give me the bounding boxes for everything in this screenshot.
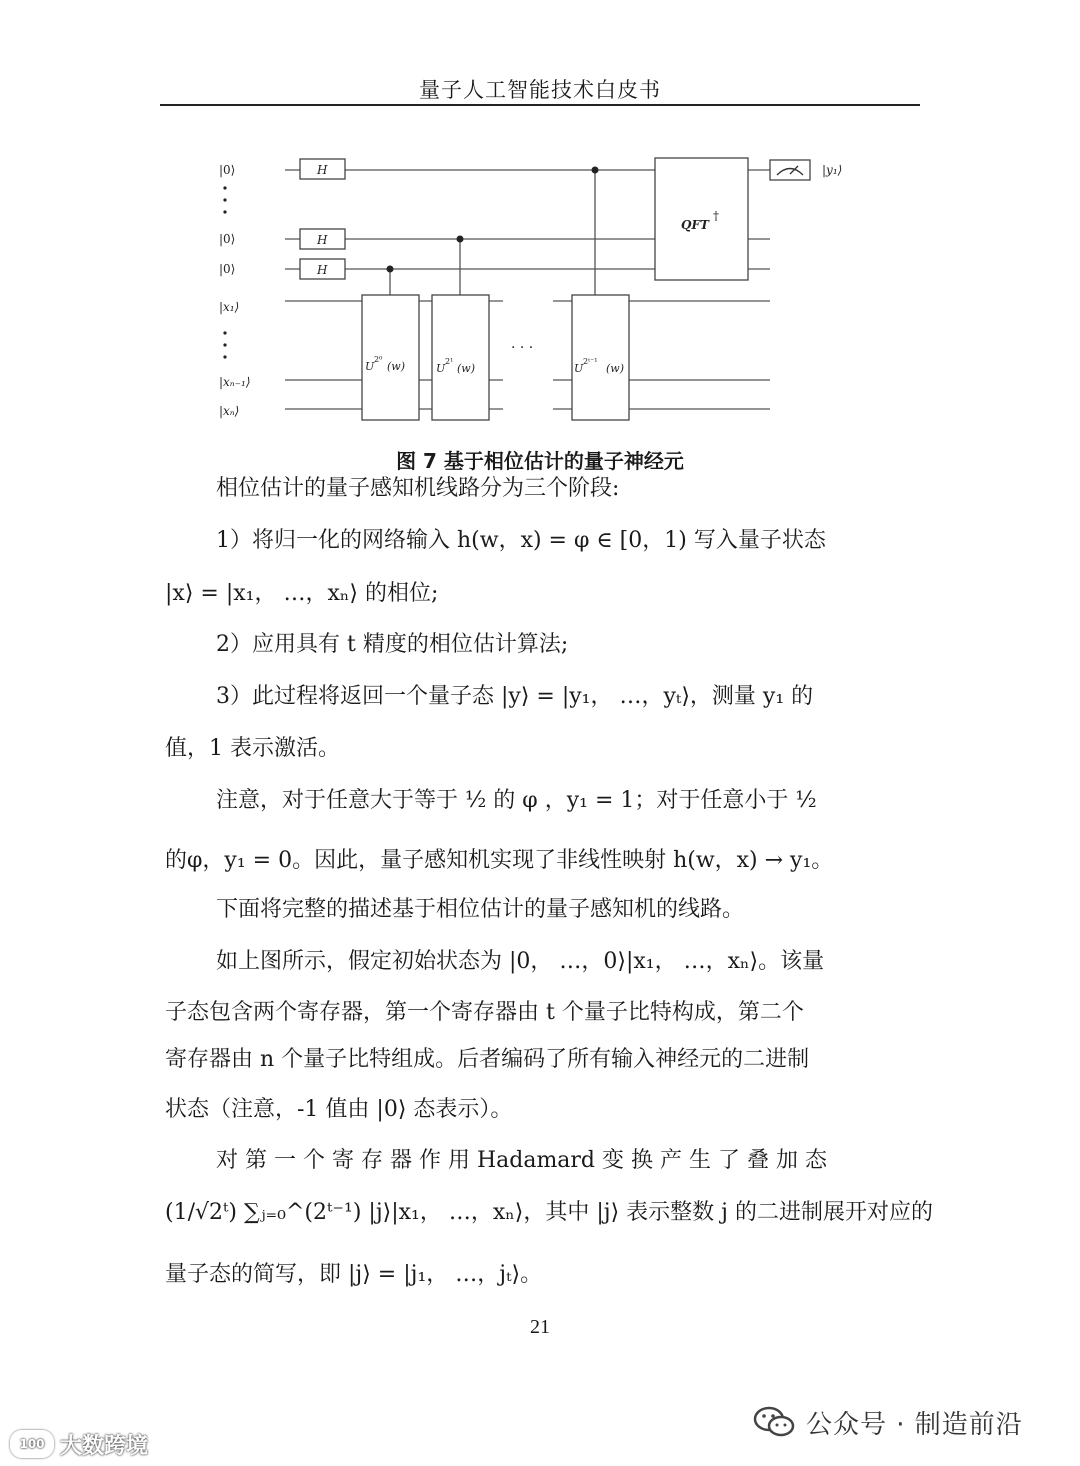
control-dot [592, 167, 599, 174]
paragraph: 子态包含两个寄存器，第一个寄存器由 t 个量子比特构成，第二个 [165, 1000, 804, 1025]
gate-label: H [317, 263, 328, 277]
paragraph: 下面将完整的描述基于相位估计的量子感知机的线路。 [216, 897, 745, 922]
gate-label: U [365, 360, 375, 373]
gate-label: (w) [606, 362, 624, 375]
watermark-logo: 100 [10, 1430, 54, 1458]
paragraph: 寄存器由 n 个量子比特组成。后者编码了所有输入神经元的二进制 [165, 1047, 810, 1072]
gate-label: (w) [387, 360, 405, 373]
ellipsis: · · · [511, 340, 534, 356]
paragraph: 如上图所示，假定初始状态为 |0， …，0⟩|x₁， …，xₙ⟩。该量 [216, 949, 825, 974]
controlled-unitary-gate [572, 295, 629, 420]
wechat-watermark [752, 1402, 1023, 1442]
figure-caption: 图 7 基于相位估计的量子神经元 [396, 449, 684, 473]
input-label: |xₙ₋₁⟩ [219, 375, 251, 389]
paragraph: 对 第 一 个 寄 存 器 作 用 Hadamard 变 换 产 生 了 叠 加 态 [216, 1148, 827, 1173]
input-label: |xₙ⟩ [219, 404, 240, 418]
header-rule [160, 104, 920, 106]
control-dot [387, 266, 394, 273]
watermark-text: 大数跨境 [60, 1433, 149, 1459]
paragraph: 状态（注意，-1 值由 |0⟩ 态表示）。 [165, 1097, 513, 1122]
gate-label: QFT [681, 218, 709, 232]
controlled-unitary-gate [432, 295, 489, 420]
paragraph: 相位估计的量子感知机线路分为三个阶段: [216, 476, 620, 501]
input-label: |x₁⟩ [219, 300, 240, 314]
watermark-text: 公众号 · 制造前沿 [806, 1409, 1023, 1440]
gate-label: (w) [457, 362, 475, 375]
paragraph: 注意，对于任意大于等于 ½ 的 φ ，y₁ = 1；对于任意小于 ½ [216, 788, 817, 813]
gate-label: U [574, 362, 584, 375]
gate-label: H [317, 233, 328, 247]
control-dot [457, 236, 464, 243]
gate-label: † [713, 209, 719, 223]
paragraph: 值，1 表示激活。 [165, 736, 340, 761]
gate-label: H [317, 163, 328, 177]
page-number: 21 [530, 1316, 550, 1338]
wechat-icon [752, 1405, 796, 1439]
input-label: |0⟩ [219, 163, 236, 177]
paragraph: 3）此过程将返回一个量子态 |y⟩ = |y₁， …，yₜ⟩，测量 y₁ 的 [216, 684, 814, 709]
corner-watermark [10, 1426, 148, 1462]
paragraph: 的φ，y₁ = 0。因此，量子感知机实现了非线性映射 h(w，x) → y₁。 [165, 848, 834, 873]
input-label: |0⟩ [219, 232, 236, 246]
quantum-circuit-figure [205, 140, 885, 430]
paragraph: (1/√2ᵗ) ∑ⱼ₌₀^(2ᵗ⁻¹) |j⟩|x₁， …，xₙ⟩，其中 |j⟩ 表示整数 j 的二进制展开对应的 [165, 1200, 933, 1225]
input-label: |0⟩ [219, 262, 236, 276]
paragraph: 1）将归一化的网络输入 h(w，x) = φ ∈ [0，1) 写入量子状态 [216, 528, 826, 553]
running-header: 量子人工智能技术白皮书 [419, 78, 661, 102]
measurement-gate [770, 160, 810, 180]
paragraph: 2）应用具有 t 精度的相位估计算法; [216, 632, 569, 657]
gate-label: 2⁰ [374, 355, 383, 364]
output-label: |y₁⟩ [822, 163, 843, 177]
paragraph: |x⟩ = |x₁， …，xₙ⟩ 的相位; [165, 581, 439, 606]
gate-label: 2ᵗ⁻¹ [583, 357, 598, 366]
controlled-unitary-gate [362, 295, 419, 420]
gate-label: 2¹ [445, 357, 454, 366]
gate-label: U [436, 362, 446, 375]
paragraph: 量子态的简写，即 |j⟩ = |j₁， …，jₜ⟩。 [165, 1262, 543, 1287]
